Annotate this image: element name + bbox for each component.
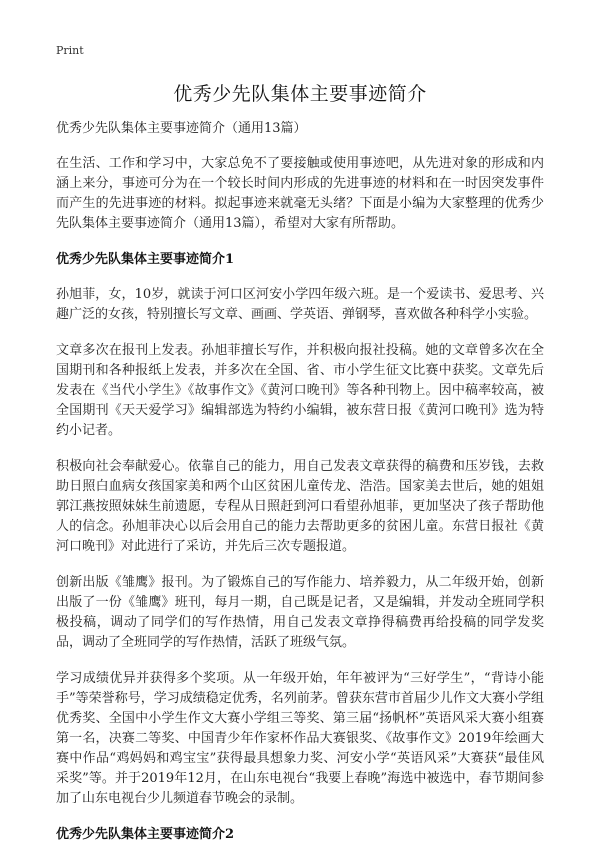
section-1-paragraph-5: 学习成绩优异并获得多个奖项。从一年级开始，年年被评为“三好学生”，“背诗小能手”等荣誉称号，学习成绩稳定优秀，名列前茅。曾获东营市首届少儿作文大赛小学组优秀奖、全国中小学生作文大赛小学组三等奖、第三届“扬帆杯”英语风采大赛小组赛第一名，决赛二等奖、中国青少年作家杯作品大赛银奖、《故事作文》2019年绘画大赛中作品“鸡妈妈和鸡宝宝”获得最具想象力奖、河安小学“英语风采”大赛获“最佳风采奖”等。并于2019年12月，在山东电视台“我要上春晚”海选中被选中，春节期间参加了山东电视台少儿频道春节晚会的录制。	[56, 671, 544, 806]
article-subtitle: 优秀少先队集体主要事迹简介（通用13篇）	[56, 121, 307, 136]
section-heading-2: 优秀少先队集体主要事迹简介2	[56, 827, 235, 842]
section-1-paragraph-1: 孙旭菲，女，10岁，就读于河口区河安小学四年级六班。是一个爱读书、爱思考、兴趣广泛的女孩，特别擅长写文章、画画、学英语、弹钢琴，喜欢做各种科学小实验。	[56, 287, 544, 322]
section-1-paragraph-4: 创新出版《雏鹰》报刊。为了锻炼自己的写作能力、培养毅力，从二年级开始，创新出版了一份《雏鹰》班刊，每月一期，自己既是记者，又是编辑，并发动全班同学积极投稿，调动了同学们的写作热情，用自己发表文章挣得稿费再给投稿的同学发奖品，调动了全班同学的写作热情，活跃了班级气氛。	[56, 575, 544, 650]
article-body	[56, 119, 544, 860]
print-link[interactable]: Print	[56, 44, 84, 57]
page-title: 优秀少先队集体主要事迹简介	[173, 83, 427, 105]
section-1-paragraph-3: 积极向社会奉献爱心。依靠自己的能力，用自己发表文章获得的稿费和压岁钱，去救助日照白血病女孩国家美和两个山区贫困儿童传龙、浩浩。国家美去世后，她的姐姐郭江燕按照妹妹生前遗愿，专程从日照赶到河口看望孙旭菲，更加坚决了孩子帮助他人的信念。孙旭菲决心以后会用自己的能力去帮助更多的贫困儿童。东营日报社《黄河口晚刊》对此进行了采访，并先后三次专题报道。	[56, 459, 544, 554]
intro-paragraph: 在生活、工作和学习中，大家总免不了要接触或使用事迹吧，从先进对象的形成和内涵上来分，事迹可分为在一个较长时间内形成的先进事迹的材料和在一时因突发事件而产生的先进事迹的材料。拟起事迹来就毫无头绪？下面是小编为大家整理的优秀少先队集体主要事迹简介（通用13篇），希望对大家有所帮助。	[56, 156, 544, 231]
section-1-paragraph-2: 文章多次在报刊上发表。孙旭菲擅长写作，并积极向报社投稿。她的文章曾多次在全国期刊和各种报纸上发表，并多次在全国、省、市小学生征文比赛中获奖。文章先后发表在《当代小学生》《故事作文》《黄河口晚刊》等各种刊物上。因中稿率较高，被全国期刊《天天爱学习》编辑部选为特约小编辑，被东营日报《黄河口晚刊》选为特约小记者。	[56, 343, 544, 438]
section-heading-1: 优秀少先队集体主要事迹简介1	[56, 252, 235, 267]
